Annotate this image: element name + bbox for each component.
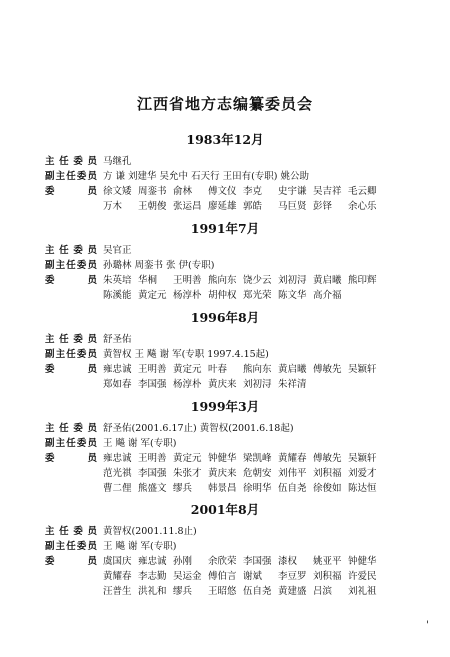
member-name: 缪兵 xyxy=(173,586,193,597)
member-name: 傅文仪 xyxy=(208,186,237,197)
member-name: 傅伯言 xyxy=(208,571,237,582)
member-name: 漆权 xyxy=(278,556,298,567)
member-name: 刘积福 xyxy=(313,468,342,479)
member-name: 熊向东 xyxy=(208,275,237,286)
member-name: 刘伟平 xyxy=(278,468,307,479)
vice-chair-label: 副 主 任 委 员 xyxy=(45,438,97,449)
member-name: 史宇谦 xyxy=(278,186,307,197)
member-name: 王明善 xyxy=(138,453,167,464)
member-name: 黄定元 xyxy=(138,290,167,301)
member-name: 杨淳朴 xyxy=(173,290,202,301)
vice-chair-names: 黄智权 王 飚 谢 军(专职 1997.4.15起) xyxy=(103,349,269,360)
member-name: 刘爱才 xyxy=(348,468,377,479)
member-name: 吴运金 xyxy=(173,571,202,582)
member-name: 王明善 xyxy=(173,275,202,286)
member-label: 委 员 xyxy=(45,186,97,197)
member-name: 危朝安 xyxy=(243,468,272,479)
member-name: 谢斌 xyxy=(243,571,263,582)
member-name: 周銮书 xyxy=(138,186,167,197)
period-heading: 2001年8月 xyxy=(190,502,260,517)
member-name: 黄庆来 xyxy=(208,468,237,479)
member-name: 黄耀春 xyxy=(103,571,132,582)
member-name: 徐俊如 xyxy=(313,483,342,494)
member-name: 朱祥清 xyxy=(278,379,307,390)
period-heading: 1991年7月 xyxy=(190,221,260,236)
vice-chair-names: 王 飚 谢 军(专职) xyxy=(103,438,177,449)
member-name: 胡仲权 xyxy=(208,290,237,301)
member-name: 吴颖轩 xyxy=(348,453,377,464)
member-name: 汪普生 xyxy=(103,586,132,597)
vice-chair-label: 副 主 任 委 员 xyxy=(45,349,97,360)
member-name: 许爱民 xyxy=(348,571,377,582)
member-name: 王昭悠 xyxy=(208,586,237,597)
member-name: 雍忠诚 xyxy=(103,364,132,375)
member-name: 刘积福 xyxy=(313,571,342,582)
member-name: 熊向东 xyxy=(243,364,272,375)
member-name: 叶春 xyxy=(208,364,228,375)
member-name: 彭铎 xyxy=(313,201,333,212)
chair-names: 舒圣佑(2001.6.17止) 黄智权(2001.6.18起) xyxy=(103,423,294,434)
chair-label: 主 任 委 员 xyxy=(45,245,97,256)
period-heading: 1996年8月 xyxy=(190,310,260,325)
member-name: 曹二俚 xyxy=(103,483,132,494)
member-name: 熊盛文 xyxy=(138,483,167,494)
member-name: 王朝俊 xyxy=(138,201,167,212)
member-name: 徐明华 xyxy=(243,483,272,494)
period-heading: 1983年12月 xyxy=(186,132,264,147)
member-name: 李豆罗 xyxy=(278,571,307,582)
member-name: 朱张才 xyxy=(173,468,202,479)
member-name: 缪兵 xyxy=(173,483,193,494)
member-name: 吴颖轩 xyxy=(348,364,377,375)
chair-names: 吴官正 xyxy=(103,245,132,256)
member-name: 饶少云 xyxy=(243,275,272,286)
member-name: 梁凯峰 xyxy=(243,453,272,464)
chair-names: 黄智权(2001.11.8止) xyxy=(103,526,197,537)
member-name: 伍自尧 xyxy=(243,586,272,597)
member-name: 朱英培 xyxy=(103,275,132,286)
member-name: 刘礼祖 xyxy=(348,586,377,597)
member-name: 雍忠诚 xyxy=(138,556,167,567)
member-name: 傅敏先 xyxy=(313,453,342,464)
member-label: 委 员 xyxy=(45,364,97,375)
vice-chair-names: 孙璐林 周銮书 张 伊(专职) xyxy=(103,260,215,271)
page-title: 江西省地方志编纂委员会 xyxy=(136,95,313,113)
chair-names: 马继孔 xyxy=(103,156,132,167)
member-name: 黄建盛 xyxy=(278,586,307,597)
member-name: 姚亚平 xyxy=(313,556,342,567)
member-name: 刘初浔 xyxy=(243,379,272,390)
member-name: 李国强 xyxy=(138,379,167,390)
member-name: 马巨贤 xyxy=(278,201,307,212)
vice-chair-names: 方 谦 刘建华 吴允中 石天行 王田有(专职) 姚公助 xyxy=(103,171,310,182)
member-name: 郑如春 xyxy=(103,379,132,390)
member-name: 黄定元 xyxy=(173,453,202,464)
member-name: 万木 xyxy=(103,201,123,212)
member-label: 委 员 xyxy=(45,453,97,464)
vice-chair-label: 副 主 任 委 员 xyxy=(45,541,97,552)
vice-chair-names: 王 飚 谢 军(专职) xyxy=(103,541,177,552)
member-name: 陈达恒 xyxy=(348,483,377,494)
chair-names: 舒圣佑 xyxy=(103,334,132,345)
member-name: 吕滨 xyxy=(313,586,333,597)
member-name: 韩景昌 xyxy=(208,483,237,494)
chair-label: 主 任 委 员 xyxy=(45,156,97,167)
member-name: 黄定元 xyxy=(173,364,202,375)
member-name: 廖延雄 xyxy=(208,201,237,212)
member-name: 余心乐 xyxy=(348,201,377,212)
period-heading: 1999年3月 xyxy=(190,399,260,414)
member-name: 钟健华 xyxy=(208,453,237,464)
member-name: 郑光荣 xyxy=(243,290,272,301)
member-name: 杨淳朴 xyxy=(173,379,202,390)
member-name: 范光祺 xyxy=(103,468,132,479)
member-name: 华桐 xyxy=(138,275,158,286)
member-name: 黄耀春 xyxy=(278,453,307,464)
vice-chair-label: 副 主 任 委 员 xyxy=(45,171,97,182)
member-name: 黄启曦 xyxy=(278,364,307,375)
member-name: 李克 xyxy=(243,186,263,197)
member-name: 孙刚 xyxy=(173,556,193,567)
member-name: 郭皓 xyxy=(243,201,263,212)
member-name: 伍自尧 xyxy=(278,483,307,494)
member-label: 委 员 xyxy=(45,275,97,286)
member-name: 李志勤 xyxy=(138,571,167,582)
member-name: 李国强 xyxy=(138,468,167,479)
vice-chair-label: 副 主 任 委 员 xyxy=(45,260,97,271)
member-name: 刘初浔 xyxy=(278,275,307,286)
member-label: 委 员 xyxy=(45,556,97,567)
member-name: 傅敏先 xyxy=(313,364,342,375)
member-name: 雍忠诚 xyxy=(103,453,132,464)
member-name: 吴吉祥 xyxy=(313,186,342,197)
member-name: 陈文华 xyxy=(278,290,307,301)
member-name: 王明善 xyxy=(138,364,167,375)
chair-label: 主 任 委 员 xyxy=(45,423,97,434)
member-name: 徐文矮 xyxy=(103,186,132,197)
member-name: 余欣荣 xyxy=(208,556,237,567)
member-name: 熊印辉 xyxy=(348,275,377,286)
page-mark: ' xyxy=(426,620,429,631)
member-name: 张运昌 xyxy=(173,201,202,212)
chair-label: 主 任 委 员 xyxy=(45,526,97,537)
member-name: 钟健华 xyxy=(348,556,377,567)
member-name: 陈溪能 xyxy=(103,290,132,301)
chair-label: 主 任 委 员 xyxy=(45,334,97,345)
member-name: 毛云卿 xyxy=(348,186,377,197)
member-name: 俞林 xyxy=(173,186,193,197)
member-name: 高介福 xyxy=(313,290,342,301)
member-name: 虞国庆 xyxy=(103,556,132,567)
member-name: 李国强 xyxy=(243,556,272,567)
member-name: 黄启曦 xyxy=(313,275,342,286)
member-name: 洪礼和 xyxy=(138,586,167,597)
member-name: 黄庆来 xyxy=(208,379,237,390)
